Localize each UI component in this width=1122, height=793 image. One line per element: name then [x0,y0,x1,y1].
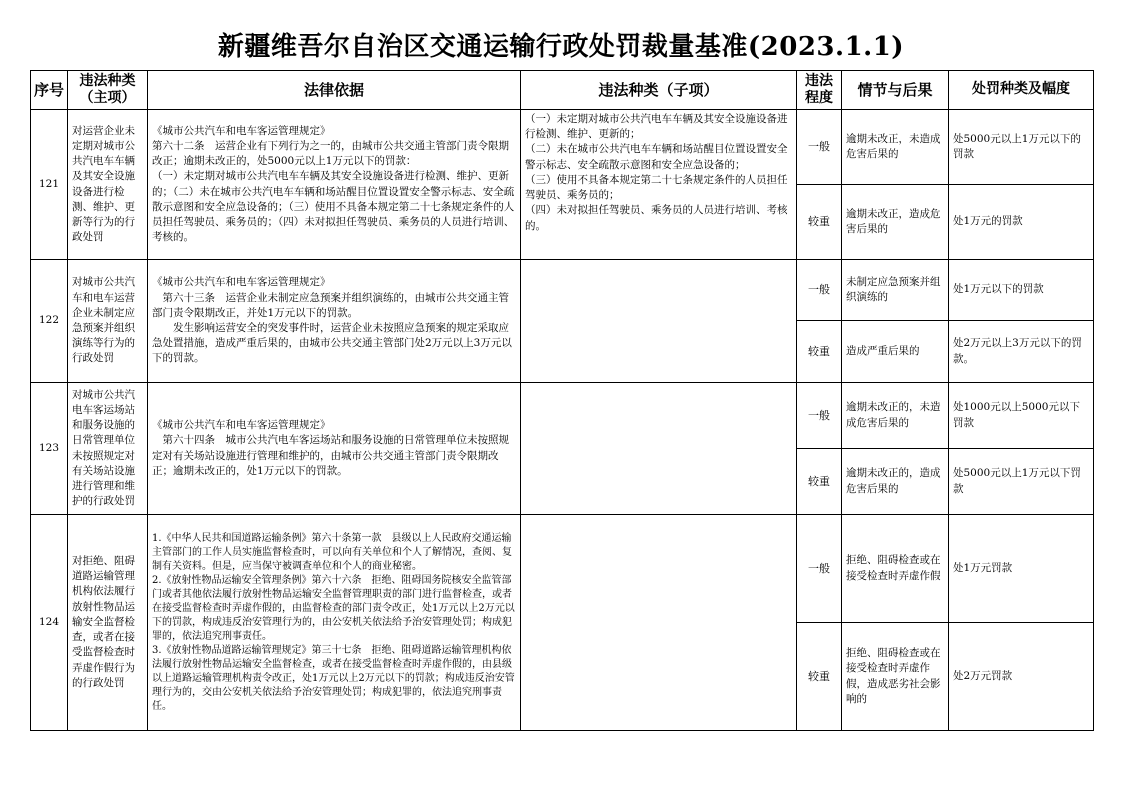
header-penalty: 处罚种类及幅度 [949,71,1094,110]
header-sub: 违法种类（子项） [521,71,797,110]
circumstance-consequence: 未制定应急预案并组织演练的 [842,260,949,321]
header-basis: 法律依据 [148,71,521,110]
row-number: 123 [31,383,68,515]
header-main-line1: 违法种类 [79,72,136,89]
penalty-range: 处5000元以上1万元以下的罚款 [949,110,1094,185]
document-title: 新疆维吾尔自治区交通运输行政处罚裁量基准(2023.1.1) [217,32,905,62]
row-number: 124 [31,515,68,731]
row-number: 121 [31,110,68,260]
header-no: 序号 [31,71,68,110]
violation-degree: 较重 [797,185,842,260]
circumstance-consequence: 造成严重后果的 [842,321,949,383]
circumstance-consequence: 拒绝、阻碍检查或在接受检查时弄虚作假，造成恶劣社会影响的 [842,623,949,731]
violation-degree: 一般 [797,110,842,185]
violation-main-item: 对城市公共汽电车客运场站和服务设施的日常管理单位未按照规定对有关场站设施进行管理和维护的行政处罚 [68,383,148,515]
violation-degree: 一般 [797,260,842,321]
violation-sub-item [521,260,797,383]
violation-sub-item: （一）未定期对城市公共汽电车车辆及其安全设施设备进行检测、维护、更新的； （二）未在城市公共汽电车车辆和场站醒目位置设置安全警示标志、安全疏散示意图和安全应急设备的； （三）使用不具备本规定第二十七条规定条件的人员担任驾驶员、乘务员的； （四）未对拟担任驾驶员、乘务员的人员进行培训、考核的。 [521,110,797,260]
header-degree-line1: 违法 [805,72,833,89]
circumstance-consequence: 逾期未改正的，未造成危害后果的 [842,383,949,449]
legal-basis: 《城市公共汽车和电车客运管理规定》 第六十四条 城市公共汽电车客运场站和服务设施的日常管理单位未按照规定对有关场站设施进行管理和维护的，由城市公共交通主管部门责令限期改正；逾期未改正的，处1万元以下的罚款。 [148,383,521,515]
violation-main-item: 对拒绝、阻碍道路运输管理机构依法履行放射性物品运输安全监督检查，或者在接受监督检查时弄虚作假行为的行政处罚 [68,515,148,731]
violation-degree: 一般 [797,515,842,623]
penalty-range: 处2万元罚款 [949,623,1094,731]
circumstance-consequence: 逾期未改正，未造成危害后果的 [842,110,949,185]
penalty-range: 处1万元罚款 [949,515,1094,623]
header-row [31,71,1094,110]
header-degree-line2: 程度 [805,90,833,106]
violation-sub-item [521,383,797,515]
header-main [68,71,148,110]
penalty-standard-table [30,70,1094,731]
legal-basis: 1.《中华人民共和国道路运输条例》第六十条第一款 县级以上人民政府交通运输主管部门的工作人员实施监督检查时，可以向有关单位和个人了解情况，查阅、复制有关资料。但是，应当保守被调查单位和个人的商业秘密。 2.《放射性物品运输安全管理条例》第六十六条 拒绝、阻碍国务院核安全监管部门或者其他依法履行放射性物品运输安全监督管理职责的部门进行监督检查，或者在接受监督检查时弄虚作假的，由监督检查的部门责令改正，处1万元以上2万元以下的罚款，构成违反治安管理行为的，由公安机关依法给予治安管理处罚；构成犯罪的，依法追究刑事责任。 3.《放射性物品道路运输管理规定》第三十七条 拒绝、阻碍道路运输管理机构依法履行放射性物品运输安全监督检查，或者在接受监督检查时弄虚作假的，由县级以上道路运输管理机构责令改正，处1万元以上2万元以下的罚款；构成违反治安管理行为的，交由公安机关依法给予治安管理处罚；构成犯罪的，依法追究刑事责任。 [148,515,521,731]
penalty-range: 处1万元以下的罚款 [949,260,1094,321]
violation-degree: 较重 [797,623,842,731]
penalty-range: 处5000元以上1万元以下罚款 [949,449,1094,515]
legal-basis: 《城市公共汽车和电车客运管理规定》 第六十三条 运营企业未制定应急预案并组织演练的，由城市公共交通主管部门责令限期改正，并处1万元以下的罚款。 发生影响运营安全的突发事件时，运营企业未按照应急预案的规定采取应急处置措施，造成严重后果的，由城市公共交通主管部门处2万元以上3万元以下的罚款。 [148,260,521,383]
header-main-line2: （主项） [79,90,136,106]
violation-main-item: 对城市公共汽车和电车运营企业未制定应急预案并组织演练等行为的行政处罚 [68,260,148,383]
header-circumstance: 情节与后果 [842,71,949,110]
violation-degree: 较重 [797,321,842,383]
table-row [31,383,1094,449]
circumstance-consequence: 逾期未改正的，造成危害后果的 [842,449,949,515]
penalty-range: 处1000元以上5000元以下罚款 [949,383,1094,449]
circumstance-consequence: 逾期未改正，造成危害后果的 [842,185,949,260]
legal-basis: 《城市公共汽车和电车客运管理规定》 第六十二条 运营企业有下列行为之一的，由城市公共交通主管部门责令限期改正；逾期未改正的，处5000元以上1万元以下的罚款： （一）未定期对城市公共汽电车车辆及其安全设施设备进行检测、维护、更新的；（二）未在城市公共汽电车车辆和场站醒目位置设置安全警示标志、安全疏散示意图和安全应急设备的；（三）使用不具备本规定第二十七条规定条件的人员担任驾驶员、乘务员的；（四）未对拟担任驾驶员、乘务员的人员进行培训、考核的。 [148,110,521,260]
penalty-range: 处1万元的罚款 [949,185,1094,260]
table-row [31,260,1094,321]
violation-sub-item [521,515,797,731]
table-row [31,515,1094,623]
table-row [31,110,1094,185]
header-degree [797,71,842,110]
circumstance-consequence: 拒绝、阻碍检查或在接受检查时弄虚作假 [842,515,949,623]
penalty-range: 处2万元以上3万元以下的罚款。 [949,321,1094,383]
violation-degree: 一般 [797,383,842,449]
row-number: 122 [31,260,68,383]
violation-degree: 较重 [797,449,842,515]
violation-main-item: 对运营企业未定期对城市公共汽电车车辆及其安全设施设备进行检测、维护、更新等行为的行政处罚 [68,110,148,260]
